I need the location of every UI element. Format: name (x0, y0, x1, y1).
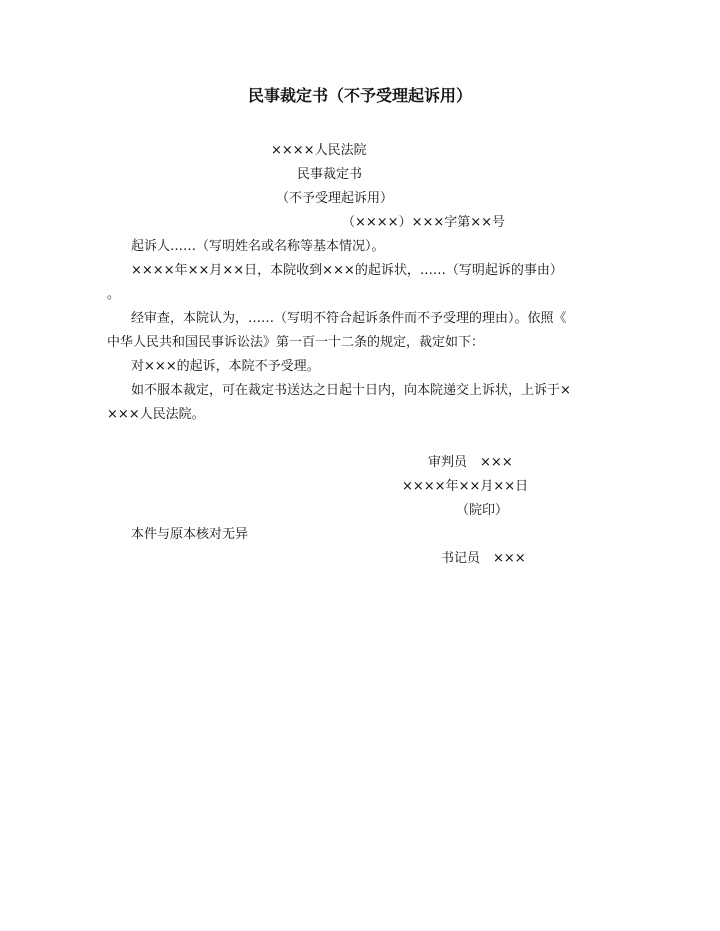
document-subtype: （不予受理起诉用） (276, 191, 394, 206)
court-seal: （院印） (456, 503, 509, 518)
plaintiff-paragraph: 起诉人……（写明姓名或名称等基本情况）。 (131, 239, 385, 254)
appeal-paragraph-line-2: ×××人民法院。 (107, 407, 205, 422)
case-number: （××××）×××字第××号 (342, 215, 506, 230)
judge-signature: 审判员 ××× (428, 455, 513, 470)
review-paragraph-line-2: 中华人民共和国民事诉讼法》第一百一十二条的规定，裁定如下： (107, 335, 485, 350)
receipt-paragraph-line-1: ××××年××月××日，本院收到×××的起诉状，……（写明起诉的事由） (131, 263, 563, 278)
clerk-signature: 书记员 ××× (441, 551, 526, 566)
receipt-paragraph-line-2: 。 (107, 287, 121, 302)
review-paragraph-line-1: 经审查，本院认为，……（写明不符合起诉条件而不予受理的理由）。依照《 (131, 311, 567, 326)
court-name: ××××人民法院 (271, 143, 367, 158)
verification-note: 本件与原本核对无异 (131, 527, 249, 542)
document-title: 民事裁定书（不予受理起诉用） (247, 86, 472, 105)
appeal-paragraph-line-1: 如不服本裁定，可在裁定书送达之日起十日内，向本院递交上诉状，上诉于× (131, 383, 571, 398)
ruling-date: ××××年××月××日 (402, 479, 529, 494)
ruling-paragraph: 对×××的起诉，本院不予受理。 (131, 359, 320, 374)
document-type: 民事裁定书 (297, 167, 363, 182)
